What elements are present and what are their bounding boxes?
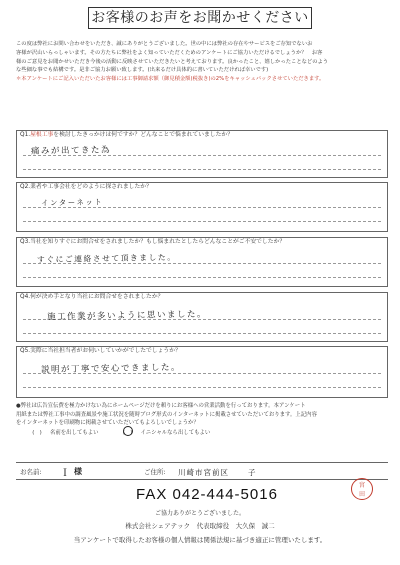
consent-line: をインターネットを印刷物に掲載させていただいてもよろしいでしょうか？ [16, 420, 199, 427]
answer-lines [23, 155, 381, 170]
choice-initials-checkbox[interactable]: ( ) [117, 429, 139, 438]
consent-line: ●弊社は広告宣伝費を極力かけない為にホームページだけを頼りにお客様への営業活動を行っております。本アンケート [16, 403, 306, 409]
name-suffix: 様 [74, 467, 82, 476]
question-text: を検討したきっかけは何ですか？どんなことで悩まれていましたか？ [53, 132, 234, 138]
page-title: お客様のお声をお聞かせください [88, 7, 312, 29]
publication-consent [16, 402, 388, 437]
seal-stamp: 宮 田 [351, 478, 373, 500]
question-highlight: 屋根工事 [30, 132, 54, 138]
cashback-note: ＊本アンケートにご記入いただいたお客様には工事御請求額（御見積金額(税抜き)の2%をキャッシュバックさせていただきます。 [16, 76, 325, 83]
address-value[interactable]: 川崎市宮前区 [178, 468, 229, 477]
answer-3[interactable]: すぐにご連絡させて頂きました。 [36, 252, 177, 265]
question-1 [16, 130, 388, 178]
address-label: ご住所: [144, 468, 166, 476]
choice-name-label: 名前を出してもよい [50, 429, 99, 436]
answer-4[interactable]: 施工作業が多いように思いました。 [46, 309, 208, 323]
address-extra: 子 [248, 468, 257, 477]
customer-info-bar [16, 462, 388, 480]
choice-initials-label: イニシャルなら出してもよい [140, 429, 211, 436]
question-4 [16, 292, 388, 342]
answer-lines [23, 207, 381, 222]
question-text: 何が決め手となり当社にお問合せをされましたか？ [30, 294, 164, 300]
choice-name[interactable] [26, 429, 99, 438]
intro-text [16, 40, 386, 84]
answer-1[interactable]: 痛みが出てきた為 [30, 145, 112, 157]
question-number: Q3. [20, 239, 31, 245]
intro-line: 客様が沢山いらっしゃいます。その方たちに弊社をよく知っていただくためのアンケートにご協力いただけるでしょうか？ お客 [16, 49, 323, 56]
question-3-label [17, 238, 387, 247]
choice-initials[interactable] [117, 429, 211, 438]
question-2-label [17, 183, 387, 192]
question-text: 業者や工事会社をどのように探されましたか？ [30, 184, 152, 190]
consent-line: 用紙または弊社工事中の調査風景や施工状況を随時ブログ形式のインターネットに掲載させていただいております。上記内容 [16, 411, 317, 418]
thanks-text: ご協力ありがとうございました。 [154, 510, 245, 517]
answer-lines [23, 373, 381, 388]
answer-lines [23, 263, 381, 278]
intro-line: 様のご意見をお聞かせいただき今後の活動に反映させていただきたいと考えております。良かったこと、嬉しかったことなどのよう [16, 58, 329, 65]
fax-number: FAX 042-444-5016 [136, 486, 278, 503]
question-number: Q2. [20, 184, 31, 190]
question-number: Q5. [20, 348, 31, 354]
name-value[interactable]: Ｉ [60, 468, 70, 479]
question-text: 当社を知りすぐにお問合せをされましたか？もし悩まれたとしたらどんなことがご不安でしたか？ [30, 239, 286, 245]
question-2 [16, 182, 388, 232]
question-4-label [17, 293, 387, 302]
question-number: Q4. [20, 294, 31, 300]
question-number: Q1. [20, 132, 31, 138]
intro-line: な些細な事でも結構です。是非ご協力お願い致します。(出来るだけ具体的に書いていただければ幸いです) [16, 67, 269, 74]
privacy-notice: 当アンケートで取得したお客様の個人情報は関係法規に基づき適正に管理いたします。 [73, 536, 327, 544]
question-5 [16, 346, 388, 398]
consent-choices [16, 429, 388, 438]
question-1-label [17, 131, 387, 140]
question-3 [16, 237, 388, 287]
company-signature: 株式会社シェアテック 代表取締役 大久保 誠二 [125, 522, 275, 530]
name-label: お名前: [20, 468, 42, 476]
answer-5[interactable]: 説明が丁寧で安心できました。 [40, 362, 182, 376]
circle-mark-icon [123, 426, 133, 436]
question-text: 実際に当社担当者がお伺いしていかがでしたでしょうか？ [30, 348, 181, 354]
question-5-label [17, 347, 387, 356]
intro-line: この度は弊社にお問い合わせをいただき、誠にありがとうございました。世の中には弊社の存在やサービスをご存知でないお [16, 41, 313, 47]
choice-name-checkbox[interactable]: ( ) [32, 429, 42, 436]
answer-2[interactable]: インターネット [40, 197, 104, 208]
